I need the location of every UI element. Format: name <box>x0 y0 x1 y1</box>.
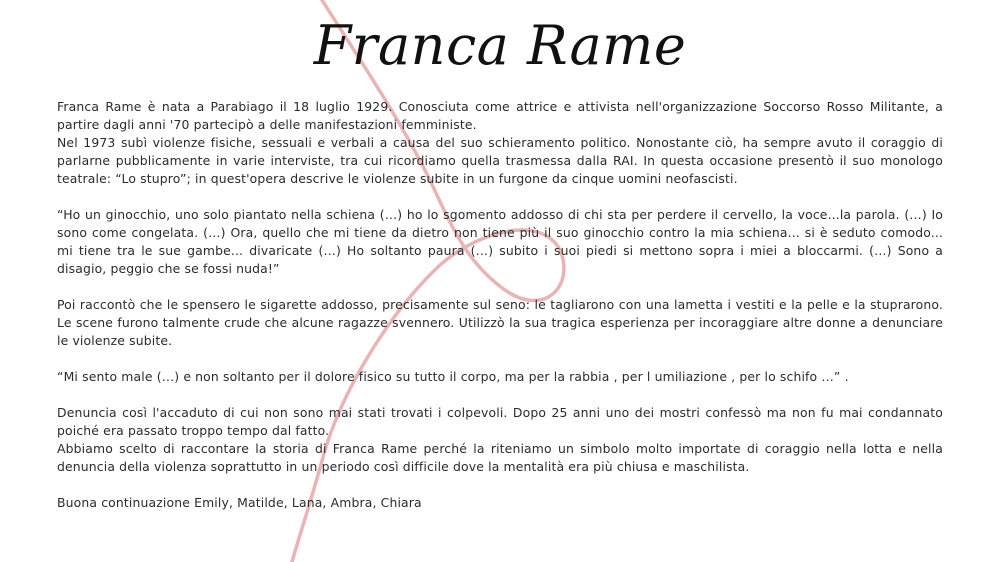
paragraph-intro: Franca Rame è nata a Parabiago il 18 luglio 1929. Conosciuta come attrice e attivista nell'organizzazione Soccorso Rosso Militante, a partire dagli anni '70 partecipò a delle manifestazioni femministe. <box>57 99 943 132</box>
paragraph-denuncia: Denuncia così l'accaduto di cui non sono mai stati trovati i colpevoli. Dopo 25 anni uno dei mostri confessò ma non fu mai condannato poiché era passato troppo tempo dal fatto. <box>57 405 943 438</box>
quote-monologue: “Ho un ginocchio, uno solo piantato nella schiena (…) ho lo sgomento addosso di chi sta per perdere il cervello, la voce...la parola. (…) Io sono come congelata. (…) Ora, quello che mi tiene da dietro non tiene più il suo ginocchio contro la mia schiena... si è seduto comodo... mi tiene tra le sue gambe... divaricate (…) Ho soltanto paura (…) subito i suoi piedi si mettono sopra i miei a bloccarmi. (…) Sono a disagio, peggio che se fossi nuda!” <box>57 207 943 276</box>
page-title: Franca Rame <box>313 14 687 77</box>
paragraph-aftermath: Poi raccontò che le spensero le sigarette addosso, precisamente sul seno: le tagliarono con una lametta i vestiti e la pelle e la stuprarono. Le scene furono talmente crude che alcune ragazze svennero. Utilizzò la sua tragica esperienza per incoraggiare altre donne a denunciare le violenze subite. <box>57 297 943 348</box>
signature: Buona continuazione Emily, Matilde, Lana, Ambra, Chiara <box>57 495 422 510</box>
paragraph-motivation: Abbiamo scelto di raccontare la storia di Franca Rame perché la riteniamo un simbolo molto importate di coraggio nella lotta e nella denuncia della violenza soprattutto in un periodo così difficile dove la mentalità era più chiusa e maschilista. <box>57 441 943 474</box>
paragraph-1973: Nel 1973 subì violenze fisiche, sessuali e verbali a causa del suo schieramento politico. Nonostante ciò, ha sempre avuto il coraggio di parlarne pubblicamente in varie interviste, tra cui ricordiamo quella trasmessa dalla RAI. In questa occasione presentò il suo monologo teatrale: “Lo stupro”; in quest'opera descrive le violenze subite in un furgone da cinque uomini neofascisti. <box>57 135 943 186</box>
article-body <box>57 98 943 512</box>
quote-feeling: “Mi sento male (…) e non soltanto per il dolore fisico su tutto il corpo, ma per la rabbia , per l umiliazione , per lo schifo …” . <box>57 369 849 384</box>
